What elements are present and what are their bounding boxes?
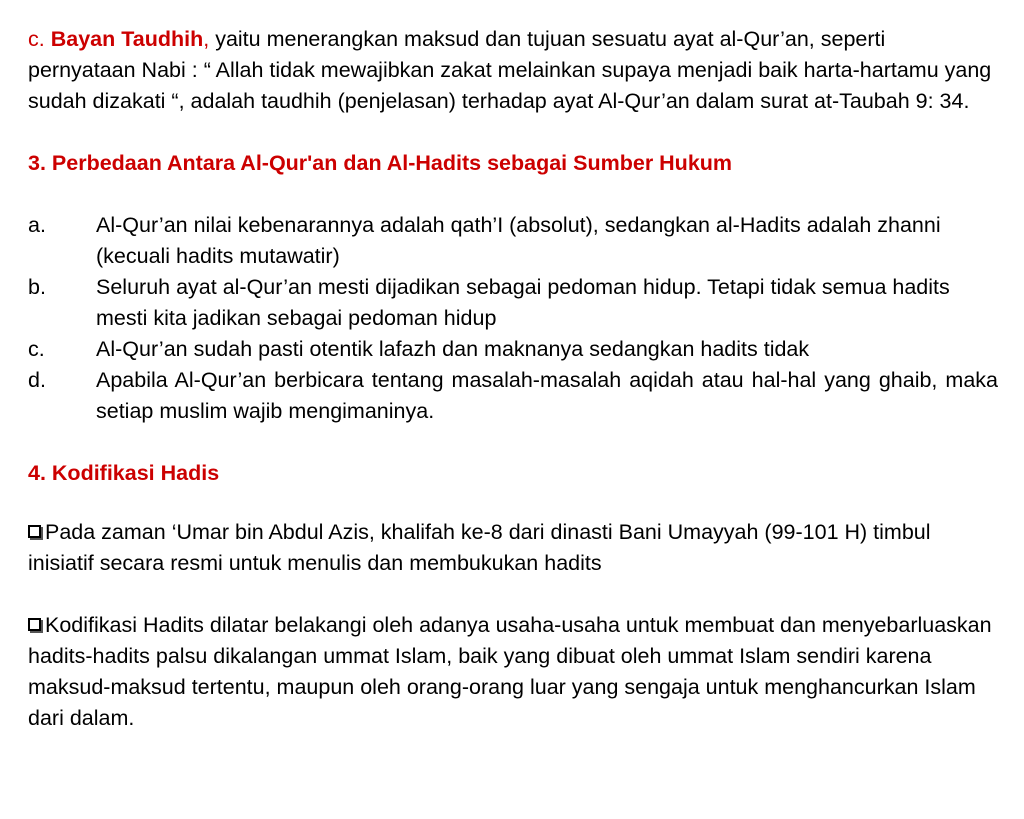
list-marker: c. [28, 337, 45, 361]
bullet-text: Kodifikasi Hadits dilatar belakangi oleh adanya usaha-usaha untuk membuat dan menyebarluaskan hadits-hadits palsu dikalangan ummat Islam, baik yang dibuat oleh ummat Islam sendiri karena maksud-maksud tertentu, maupun oleh orang-orang luar yang sengaja untuk menghancurkan Islam dari dalam. [28, 613, 992, 730]
heading-perbedaan: 3. Perbedaan Antara Al-Qur'an dan Al-Hadits sebagai Sumber Hukum [28, 151, 733, 175]
list-text: Al-Qur’an nilai kebenarannya adalah qath’I (absolut), sedangkan al-Hadits adalah zhanni (kecuali hadits mutawatir) [96, 213, 941, 268]
list-marker: d. [28, 368, 46, 392]
list-item [28, 272, 998, 334]
section-c-text: yaitu menerangkan maksud dan tujuan sesuatu ayat al-Qur’an, seperti pernyataan Nabi : “ Allah tidak mewajibkan zakat melainkan supaya menjadi baik harta-hartamu yang sudah dizakati “, adalah taudhih (penjelasan) terhadap ayat Al-Qur’an dalam surat at-Taubah 9: 34. [28, 27, 992, 113]
list-text: Apabila Al-Qur’an berbicara tentang masalah-masalah aqidah atau hal-hal yang ghaib, maka setiap muslim wajib mengimaninya. [96, 368, 998, 423]
spacer [28, 579, 998, 610]
section-c-term: Bayan Taudhih [50, 27, 204, 51]
section-c-paragraph [28, 24, 998, 117]
slide-content [28, 24, 998, 734]
list-item [28, 210, 998, 272]
checkbox-bullet-icon [28, 525, 41, 538]
list-marker: b. [28, 275, 46, 299]
list-marker: a. [28, 213, 46, 237]
spacer [28, 117, 998, 148]
checkbox-bullet-icon [28, 618, 41, 631]
spacer [28, 489, 998, 517]
differences-list [28, 210, 998, 427]
list-text: Seluruh ayat al-Qur’an mesti dijadikan sebagai pedoman hidup. Tetapi tidak semua hadits mesti kita jadikan sebagai pedoman hidup [96, 275, 950, 330]
bullet-paragraph [28, 610, 998, 734]
list-item [28, 365, 998, 427]
heading-kodifikasi: 4. Kodifikasi Hadis [28, 461, 220, 485]
spacer [28, 427, 998, 458]
section-c-comma: , [203, 27, 210, 51]
bullet-text: Pada zaman ‘Umar bin Abdul Azis, khalifah ke-8 dari dinasti Bani Umayyah (99-101 H) timbul inisiatif secara resmi untuk menulis dan membukukan hadits [28, 520, 931, 575]
spacer [28, 179, 998, 210]
section-c-marker: c. [28, 27, 45, 51]
bullet-paragraph [28, 517, 998, 579]
list-text: Al-Qur’an sudah pasti otentik lafazh dan maknanya sedangkan hadits tidak [96, 337, 810, 361]
list-item [28, 334, 998, 365]
